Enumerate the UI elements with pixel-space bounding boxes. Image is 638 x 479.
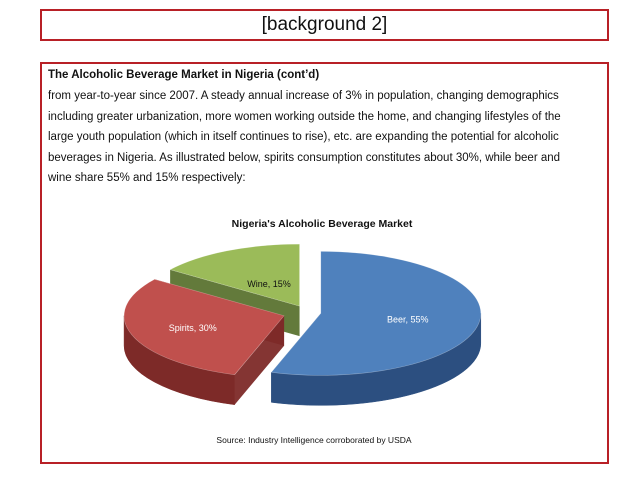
chart-title: Nigeria's Alcoholic Beverage Market xyxy=(231,218,413,230)
pie-slice-beer xyxy=(271,251,480,405)
data-label-beer: Beer, 55% xyxy=(386,314,429,325)
data-label-spirits: Spirits, 30% xyxy=(168,323,217,334)
body-line: including greater urbanization, more women working outside the home, and changing lifestyles of the xyxy=(48,110,561,123)
body-line: from year-to-year since 2007. A steady annual increase of 3% in population, changing demographics xyxy=(48,90,559,102)
data-label-wine: Wine, 15% xyxy=(247,278,291,289)
body-line: wine share 55% and 15% respectively: xyxy=(48,172,246,185)
section-heading: The Alcoholic Beverage Market in Nigeria (cont’d) xyxy=(48,69,320,81)
body-line: large youth population (which in itself continues to rise), etc. are expanding the potential for alcoholic xyxy=(48,131,559,144)
body-line: beverages in Nigeria. As illustrated below, spirits consumption constitutes about 30%, while beer and xyxy=(48,151,561,164)
slide-title: [background 2] xyxy=(261,14,388,35)
chart-source: Source: Industry Intelligence corroborated by USDA xyxy=(216,435,412,445)
